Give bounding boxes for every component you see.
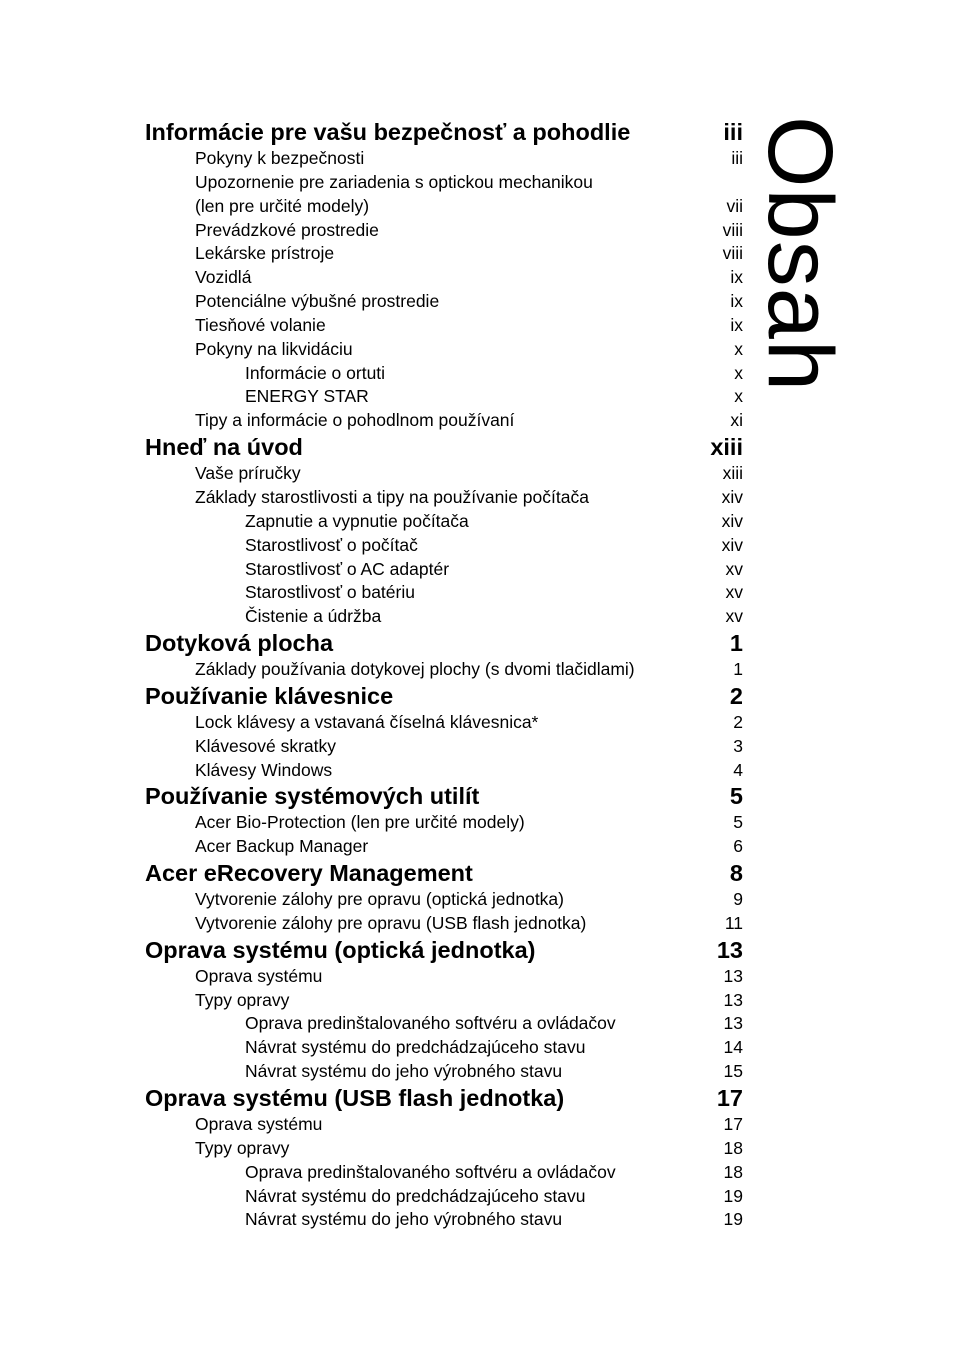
toc-entry-title: Lock klávesy a vstavaná číselná klávesnica* — [195, 711, 539, 732]
toc-entry-page: xiii — [710, 434, 743, 461]
toc-entry-title: Acer Backup Manager — [195, 836, 369, 857]
toc-chapter[interactable] — [145, 433, 743, 462]
toc-entry-page: ix — [730, 291, 743, 312]
toc-entry-page: 13 — [723, 989, 743, 1010]
toc-entry-title: Starostlivosť o AC adaptér — [245, 558, 450, 579]
toc-entry-title: Hneď na úvod — [145, 434, 303, 461]
toc-entry-page: 2 — [733, 711, 743, 732]
toc-entry-page: x — [734, 362, 743, 383]
toc-entry-page: xi — [730, 410, 743, 431]
toc-entry-page: x — [734, 338, 743, 359]
toc-entry-title: Upozornenie pre zariadenia s optickou mechanikou — [195, 171, 593, 192]
toc-section[interactable] — [145, 486, 743, 510]
toc-entry-page: 9 — [733, 889, 743, 910]
toc-section[interactable] — [145, 888, 743, 912]
toc-entry-title: Klávesy Windows — [195, 759, 333, 780]
toc-entry-title: ENERGY STAR — [245, 386, 369, 407]
toc-entry-title: Oprava systému (optická jednotka) — [145, 936, 536, 963]
toc-entry-page: xv — [725, 606, 743, 627]
toc-entry-title: Oprava systému (USB flash jednotka) — [145, 1085, 565, 1111]
toc-entry-title: Oprava predinštalovaného softvéru a ovládačov — [245, 1161, 616, 1182]
toc-entry-title: Acer eRecovery Management — [145, 860, 473, 887]
toc-entry-page: 17 — [723, 1114, 743, 1134]
toc-entry-page: 14 — [723, 1037, 743, 1058]
toc-entry-title: Návrat systému do predchádzajúceho stavu — [245, 1037, 586, 1058]
toc-entry-title: Vozidlá — [195, 267, 252, 288]
toc-subsection[interactable] — [145, 1012, 743, 1036]
toc-entry-page: xv — [725, 582, 743, 603]
toc-entry-title: Tiesňové volanie — [195, 314, 326, 335]
toc-section[interactable] — [145, 835, 743, 859]
toc-entry-title: Návrat systému do jeho výrobného stavu — [245, 1209, 563, 1230]
toc-entry-title: Klávesové skratky — [195, 735, 337, 756]
toc-entry-title: Čistenie a údržba — [245, 606, 382, 627]
toc-entry-title: Dotyková plocha — [145, 630, 334, 657]
toc-entry-page: xiv — [721, 510, 743, 531]
toc-entry-page: 17 — [716, 1085, 743, 1111]
toc-entry-title: Starostlivosť o počítač — [245, 534, 418, 555]
toc-entry-page: 4 — [733, 759, 743, 780]
toc-section[interactable] — [145, 711, 743, 735]
toc-entry-page: viii — [722, 219, 743, 240]
toc-chapter[interactable] — [145, 629, 743, 658]
toc-subsection[interactable] — [145, 1208, 743, 1232]
toc-entry-page: xiv — [721, 486, 743, 507]
toc-entry-page: 19 — [723, 1209, 743, 1230]
toc-entry-page: 15 — [723, 1061, 743, 1082]
toc-subsection[interactable] — [145, 510, 743, 534]
toc-section[interactable] — [145, 409, 743, 433]
toc-entry-title: Informácie pre vašu bezpečnosť a pohodlie — [145, 119, 631, 145]
toc-entry-page: 3 — [733, 735, 743, 756]
toc-entry-page: xiv — [721, 534, 743, 555]
toc-section[interactable] — [145, 658, 743, 682]
toc-entry-title: Vytvorenie zálohy pre opravu (USB flash jednotka) — [195, 912, 587, 933]
toc-subsection[interactable] — [145, 1161, 743, 1185]
toc-chapter[interactable] — [145, 936, 743, 965]
toc-section[interactable] — [145, 462, 743, 486]
toc-entry-page: 19 — [723, 1185, 743, 1206]
toc-entry-page: 5 — [733, 812, 743, 833]
toc-entry-page: 1 — [729, 630, 743, 657]
toc-entry-page: viii — [722, 243, 743, 264]
toc-section[interactable] — [145, 735, 743, 759]
toc-entry-page: xv — [725, 558, 743, 579]
toc-entry-title: Zapnutie a vypnutie počítača — [245, 510, 469, 531]
toc-subsection[interactable] — [145, 605, 743, 629]
toc-entry-title: Typy opravy — [195, 1137, 290, 1158]
toc-entry-title: Vaše príručky — [195, 463, 301, 484]
toc-section[interactable] — [145, 965, 743, 989]
toc-entry-title: Oprava systému — [195, 1114, 323, 1134]
toc-section[interactable] — [145, 759, 743, 783]
toc-entry-page: 13 — [723, 1013, 743, 1034]
side-title: Obsah — [749, 116, 851, 393]
toc-entry-page: ix — [730, 267, 743, 288]
toc-entry-page: 1 — [733, 659, 743, 680]
toc-subsection[interactable] — [145, 558, 743, 582]
toc-entry-title: Návrat systému do jeho výrobného stavu — [245, 1061, 563, 1082]
toc-entry-title: Tipy a informácie o pohodlnom používaní — [195, 410, 515, 431]
toc-entry-title: Oprava predinštalovaného softvéru a ovládačov — [245, 1013, 616, 1034]
toc-entry-title: Používanie klávesnice — [145, 682, 394, 709]
toc-entry-page: 2 — [729, 682, 743, 709]
toc-entry-title: Oprava systému — [195, 965, 323, 986]
toc-entry-page: 18 — [723, 1137, 743, 1158]
toc-entry-title: Acer Bio-Protection (len pre určité modely) — [195, 812, 525, 833]
toc-entry-title: Lekárske prístroje — [195, 243, 335, 264]
toc-entry-title: (len pre určité modely) — [195, 195, 370, 216]
toc-entry-title: Základy používania dotykovej plochy (s dvomi tlačidlami) — [195, 659, 635, 680]
toc-subsection[interactable] — [145, 1060, 743, 1084]
toc-subsection[interactable] — [145, 534, 743, 558]
toc-entry-title: Návrat systému do predchádzajúceho stavu — [245, 1185, 586, 1206]
toc-entry-page: xiii — [722, 463, 743, 484]
toc-entry-page: 6 — [733, 836, 743, 857]
toc-section[interactable] — [145, 912, 743, 936]
toc-entry-title: Základy starostlivosti a tipy na používanie počítača — [195, 486, 589, 507]
toc-subsection[interactable] — [145, 385, 743, 409]
toc-entry-page: 8 — [729, 860, 743, 887]
toc-chapter[interactable] — [145, 859, 743, 888]
toc-subsection[interactable] — [145, 1185, 743, 1209]
toc-entry-title: Prevádzkové prostredie — [195, 219, 379, 240]
toc-subsection[interactable] — [145, 581, 743, 605]
toc-section[interactable] — [145, 1137, 743, 1161]
toc-section[interactable] — [145, 989, 743, 1013]
toc-entry-page: x — [734, 386, 743, 407]
toc-entry-page: 13 — [723, 965, 743, 986]
toc-entry-title: Vytvorenie zálohy pre opravu (optická jednotka) — [195, 889, 564, 910]
toc-entry-page: iii — [723, 119, 743, 145]
toc-chapter[interactable] — [145, 782, 743, 811]
toc-entry-page: ix — [730, 314, 743, 335]
toc-chapter[interactable] — [145, 1084, 743, 1113]
toc-entry-title: Typy opravy — [195, 989, 290, 1010]
toc-subsection[interactable] — [145, 1036, 743, 1060]
toc-section[interactable] — [145, 811, 743, 835]
toc-section[interactable] — [145, 1113, 743, 1137]
toc-entry-title: Informácie o ortuti — [245, 362, 386, 383]
toc-entry-title: Potenciálne výbušné prostredie — [195, 291, 440, 312]
toc-entry-title: Starostlivosť o batériu — [245, 582, 415, 603]
toc-entry-title: Pokyny na likvidáciu — [195, 338, 353, 359]
toc-entry-page: 11 — [724, 912, 743, 933]
toc-entry-page: vii — [726, 195, 743, 216]
toc-entry-title: Pokyny k bezpečnosti — [195, 148, 365, 168]
toc-entry-page: 5 — [729, 783, 743, 810]
toc-entry-title: Používanie systémových utilít — [145, 783, 480, 810]
toc-entry-page: 13 — [716, 936, 743, 963]
toc-chapter[interactable] — [145, 682, 743, 711]
toc-entry-page: iii — [731, 148, 743, 168]
toc-entry-page: 18 — [723, 1161, 743, 1182]
